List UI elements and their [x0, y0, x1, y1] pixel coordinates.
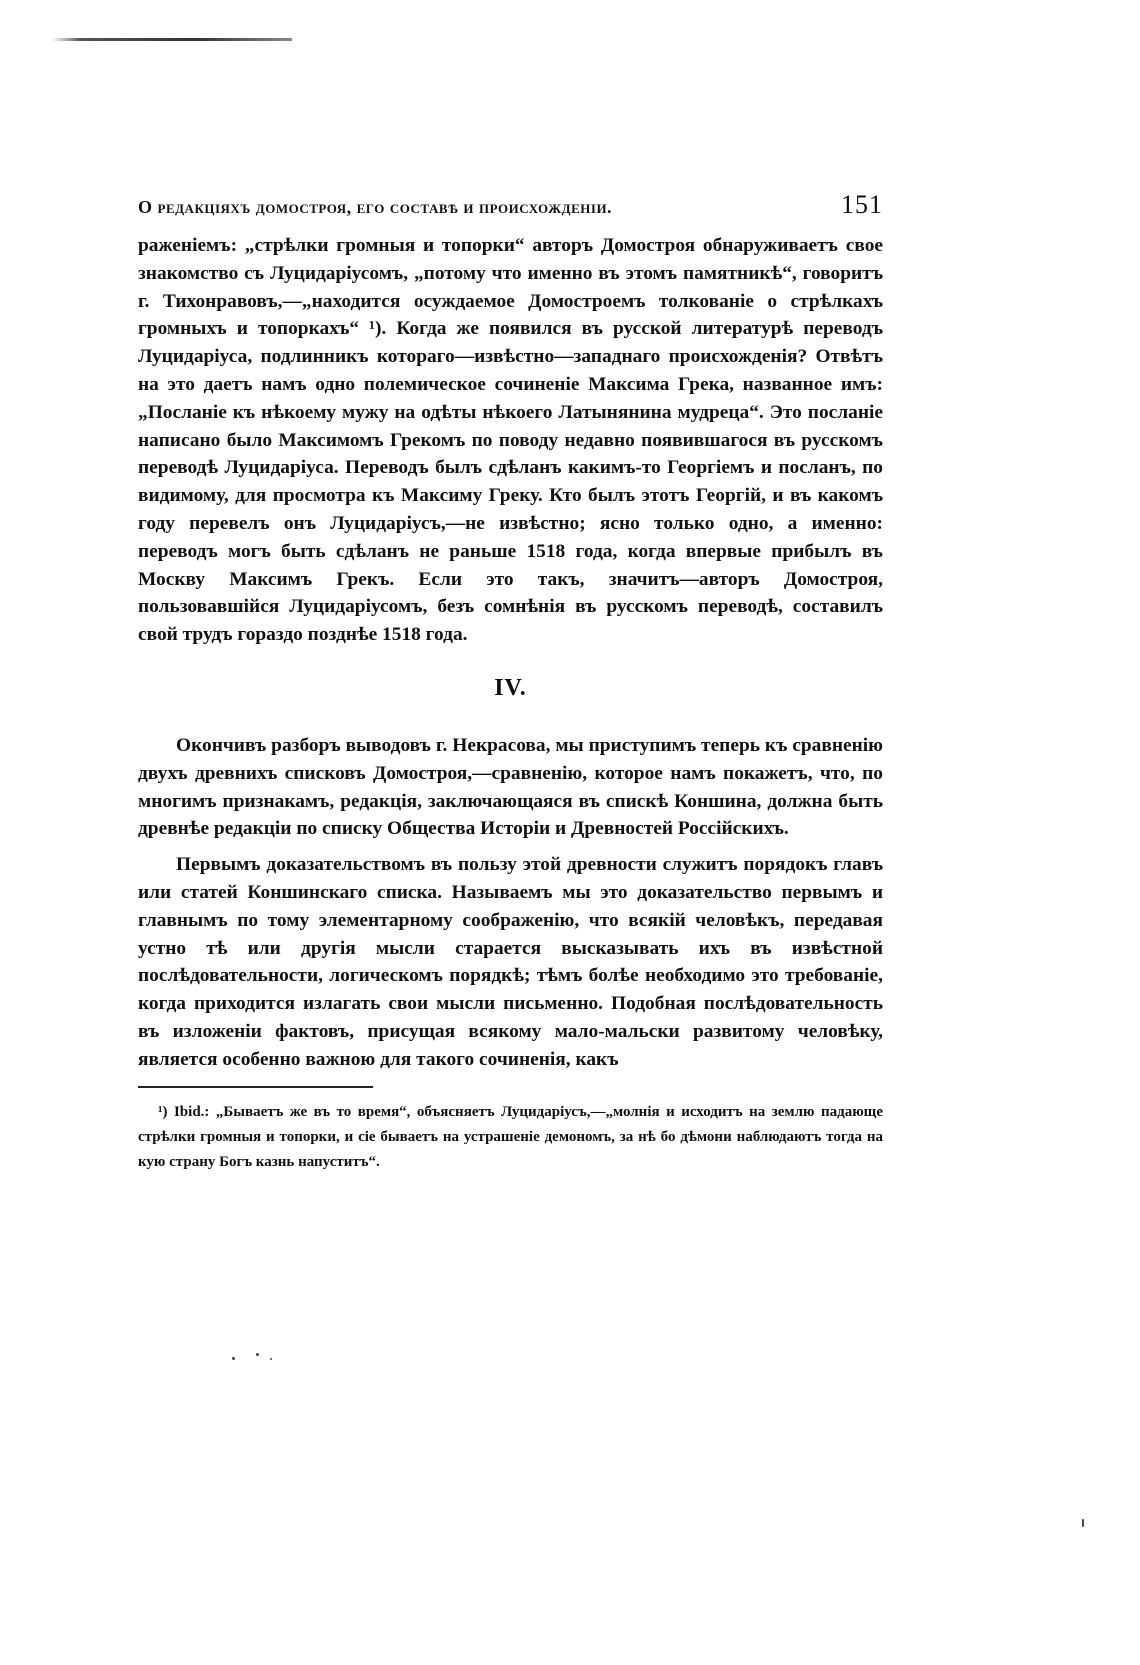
paragraph-2: Окончивъ разборъ выводовъ г. Некрасова, мы приступимъ теперь къ сравненію двухъ древнихъ списковъ Домостроя,—сравненію, которое намъ покажетъ, что, по многимъ признакамъ, редакція, заключающаяся въ спискѣ Коншина, должна быть древнѣе редакціи по списку Общества Исторіи и Древностей Россійскихъ. [138, 734, 883, 840]
paragraph-3: Первымъ доказательствомъ въ пользу этой древности служитъ порядокъ главъ или статей Коншинскаго списка. Называемъ мы это доказательство первымъ и главнымъ по тому элементарному соображенію, что всякій человѣкъ, передавая устно тѣ или другія мысли старается высказывать ихъ въ извѣстной послѣдовательности, логическомъ порядкѣ; тѣмъ болѣе необходимо это требованіе, когда приходится излагать свои мысли письменно. Подобная послѣдовательность въ изложеніи фактовъ, присущая всякому мало-мальски развитому человѣку, является особенно важною для такого сочиненія, какъ [138, 854, 883, 1070]
running-head [138, 190, 883, 220]
scan-speck [256, 1353, 259, 1356]
running-head-title: О редакціяхъ домостроя, его составѣ и происхожденіи. [138, 197, 613, 217]
book-page [138, 190, 883, 1175]
scan-speck [1082, 1519, 1084, 1527]
footnote-rule [138, 1086, 373, 1088]
scan-speck [232, 1357, 235, 1360]
section-heading: IV. [494, 674, 527, 701]
page-number: 151 [841, 190, 883, 219]
paragraph-1: раженіемъ: „стрѣлки громныя и топорки“ авторъ Домостроя обнаруживаетъ свое знакомство съ Луцидаріусомъ, „потому что именно въ этомъ памятникѣ“, говоритъ г. Тихонравовъ,—„находится осуждаемое Домостроемъ толкованіе о стрѣлкахъ громныхъ и топоркахъ“ ¹). Когда же появился въ русской литературѣ переводъ Луцидаріуса, подлинникъ котораго—извѣстно—западнаго происхожденія? Отвѣтъ на это даетъ намъ одно полемическое сочиненіе Максима Грека, названное имъ: „Посланіе къ нѣкоему мужу на одѣты нѣкоего Латынянина мудреца“. Это посланіе написано было Максимомъ Грекомъ по поводу недавно появившагося въ русскомъ переводѣ Луцидаріуса. Переводъ былъ сдѣланъ какимъ-то Георгіемъ и посланъ, по видимому, для просмотра къ Максиму Греку. Кто былъ этотъ Георгій, и въ какомъ году перевелъ онъ Луцидаріусъ,—не извѣстно; ясно только одно, а именно: переводъ могъ быть сдѣланъ не раньше 1518 года, когда впервые прибылъ въ Москву Максимъ Грекъ. Если это такъ, значитъ—авторъ Домостроя, пользовавшійся Луцидаріусомъ, безъ сомнѣнія въ русскомъ переводѣ, составилъ свой трудъ гораздо позднѣе 1518 года. [138, 235, 883, 646]
scan-edge-mark [52, 38, 292, 41]
scan-speck [270, 1358, 272, 1360]
footnote: ¹) Ibid.: „Бываетъ же въ то время“, объясняетъ Луцидаріусъ,—„молнія и исходитъ на землю падающе стрѣлки громныя и топорки, и сіе бываетъ на устрашеніе демономъ, за нѣ бо дѣмони наблюдаютъ тогда на кую страну Богъ казнь напуститъ“. [138, 1103, 883, 1170]
